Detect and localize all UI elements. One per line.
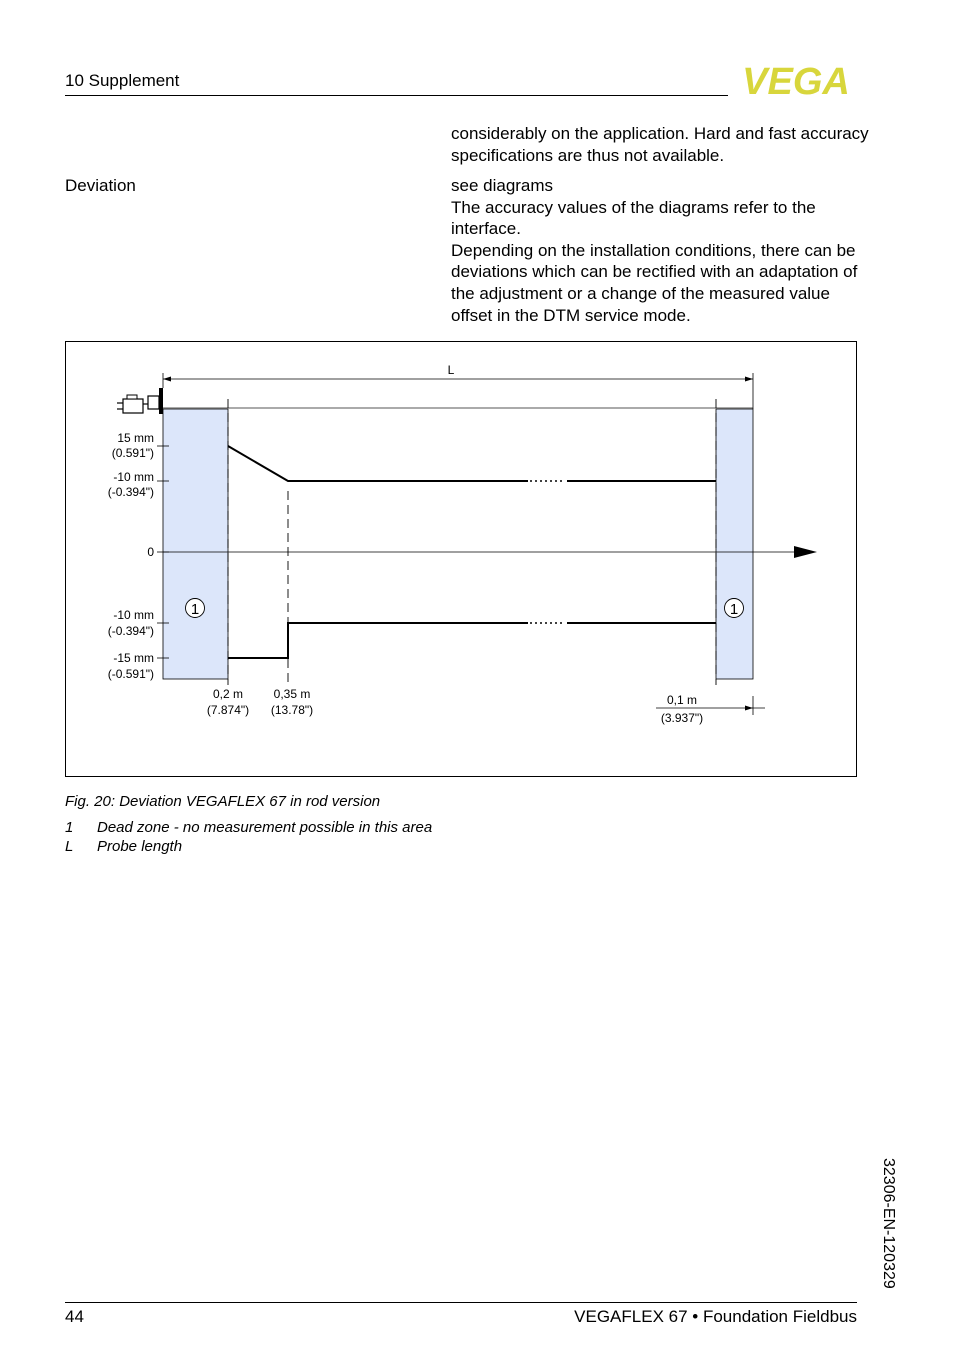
legend-key: L — [65, 838, 74, 855]
axis-arrow-icon — [794, 546, 817, 558]
svg-text:1: 1 — [729, 601, 739, 618]
document-code-text: 32306-EN-120329 — [880, 1158, 897, 1289]
svg-text:1: 1 — [190, 601, 200, 618]
dead-zone-left — [163, 409, 228, 679]
legend-text: Probe length — [97, 838, 183, 855]
x-label-0-35m-inch: (13.78") — [270, 703, 314, 717]
x-label-0-2m-inch: (7.874") — [206, 703, 250, 717]
dead-zone-marker-left — [186, 599, 205, 619]
deviation-description — [451, 175, 871, 326]
footer-product: VEGAFLEX 67 • Foundation Fieldbus — [574, 1307, 857, 1326]
x-label-0-1m-inch: (3.937") — [660, 711, 704, 725]
deviation-paragraph: see diagrams — [451, 176, 554, 195]
header-rule — [65, 95, 728, 96]
x-label-0-1m: 0,1 m — [666, 693, 698, 707]
upper-deviation-line — [228, 446, 528, 481]
intro-paragraph: considerably on the application. Hard and fast accuracy specifications are thus not available. — [451, 124, 869, 165]
y-label-15mm: 15 mm — [117, 431, 154, 445]
y-label-15mm-inch: (0.591") — [111, 446, 154, 460]
arrow-right-icon — [745, 377, 753, 382]
legend-item — [65, 819, 432, 836]
y-label-minus10mm-inch: (-0.394") — [107, 624, 154, 638]
dimension-arrow-icon — [745, 706, 753, 711]
document-code — [877, 1158, 903, 1308]
figure-caption: Fig. 20: Deviation VEGAFLEX 67 in rod version — [65, 793, 381, 810]
x-label-0-35m: 0,35 m — [273, 687, 311, 701]
vega-logo-text: VEGA — [742, 62, 850, 102]
legend-item — [65, 838, 182, 855]
deviation-label: Deviation — [65, 176, 136, 195]
dead-zone-marker-right — [725, 599, 744, 619]
y-label-minus10mm: -10 mm — [113, 608, 154, 622]
deviation-paragraph: The accuracy values of the diagrams refer to the interface. — [451, 197, 816, 239]
y-label-zero: 0 — [147, 545, 154, 559]
legend-key: 1 — [65, 819, 74, 836]
deviation-paragraph: Depending on the installation conditions, there can be deviations which can be rectified with an adaptation of the adjustment or a change of the measured value offset in the DTM service mode. — [451, 240, 858, 325]
lower-deviation-line — [228, 623, 528, 658]
dead-zone-right — [716, 409, 753, 679]
y-label-minus15mm: -15 mm — [113, 651, 154, 665]
deviation-diagram — [65, 341, 857, 777]
page-number: 44 — [65, 1307, 84, 1326]
section-header: 10 Supplement — [65, 71, 180, 90]
length-label: L — [447, 363, 455, 377]
sensor-icon — [117, 388, 163, 414]
arrow-left-icon — [163, 377, 171, 382]
x-label-0-2m: 0,2 m — [212, 687, 244, 701]
footer-rule — [65, 1302, 857, 1303]
legend-text: Dead zone - no measurement possible in this area — [97, 819, 433, 836]
y-label-10mm-inch: (-0.394") — [107, 485, 154, 499]
y-label-10mm: -10 mm — [113, 470, 154, 484]
vega-logo — [733, 62, 859, 102]
y-label-minus15mm-inch: (-0.591") — [107, 667, 154, 681]
